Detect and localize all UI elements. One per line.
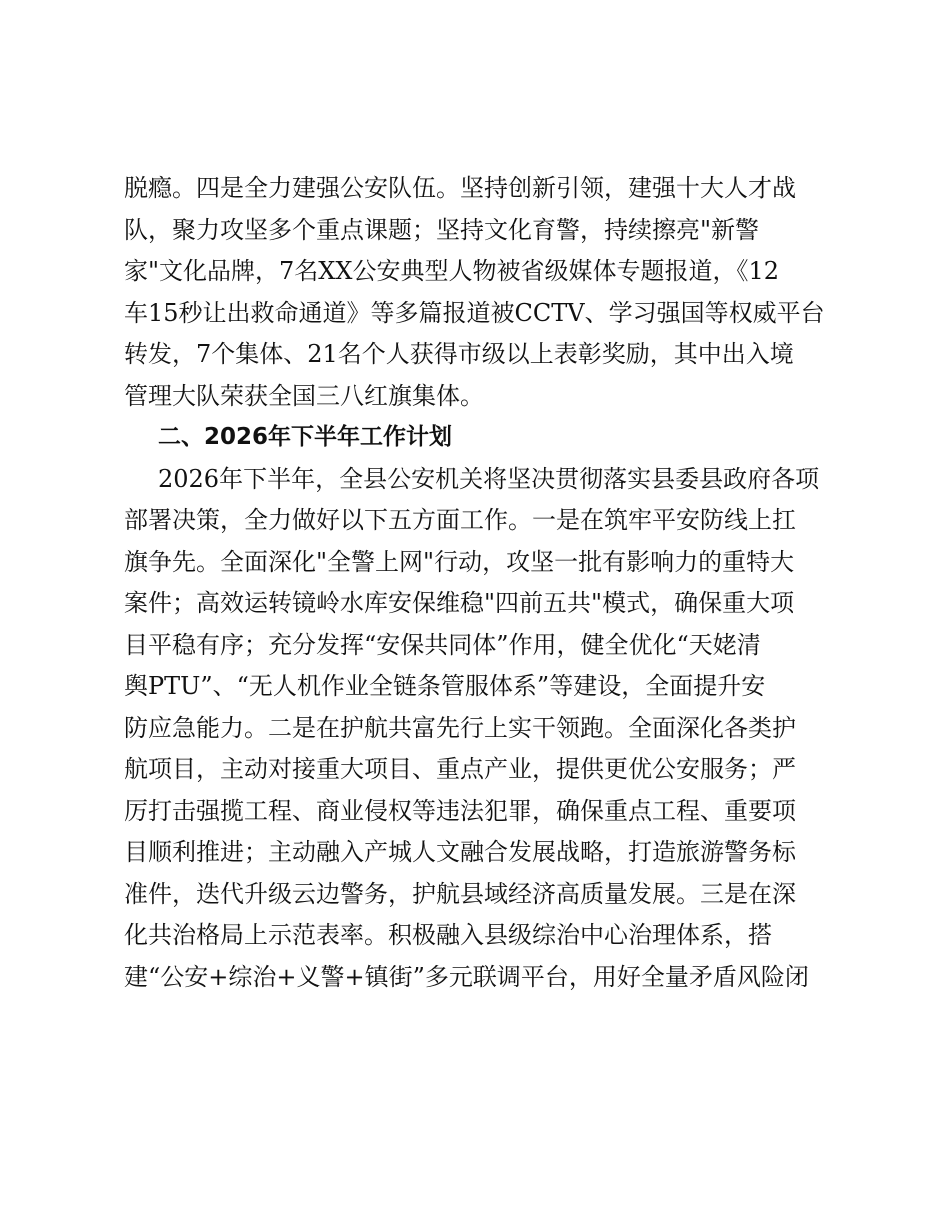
text-line: 管理大队荣获全国三八红旗集体。 (124, 381, 484, 410)
text-line: 队，聚力攻坚多个重点课题；坚持文化育警，持续擦亮"新警 (124, 215, 760, 244)
text-line: 转发，7个集体、21名个人获得市级以上表彰奖励，其中出入境 (124, 340, 794, 368)
text-line: 案件；高效运转镜岭水库安保维稳"四前五共"模式，确保重大项 (124, 589, 795, 617)
text-line: 脱瘾。四是全力建强公安队伍。坚持创新引领，建强十大人才战 (124, 174, 796, 202)
text-line: 2026年下半年，全县公安机关将坚决贯彻落实县委县政府各项 (158, 464, 820, 493)
text-line: 部署决策，全力做好以下五方面工作。一是在筑牢平安防线上扛 (124, 506, 796, 534)
text-line: 家"文化品牌，7名XX公安典型人物被省级媒体专题报道，《12 (124, 257, 780, 285)
text-line: 航项目，主动对接重大项目、重点产业，提供更优公安服务；严 (124, 755, 796, 783)
text-line: 准件，迭代升级云边警务，护航县域经济高质量发展。三是在深 (124, 879, 796, 908)
text-line: 建“公安+综治+义警+镇街”多元联调平台，用好全量矛盾风险闭 (124, 962, 809, 991)
text-line: 目顺利推进；主动融入产城人文融合发展战略，打造旅游警务标 (124, 838, 796, 866)
text-line: 目平稳有序；充分发挥“安保共同体”作用，健全优化“天姥清 (124, 630, 761, 659)
text-line: 旗争先。全面深化"全警上网"行动，攻坚一批有影响力的重特大 (124, 547, 795, 576)
text-line: 厉打击强揽工程、商业侵权等违法犯罪，确保重点工程、重要项 (124, 796, 796, 825)
text-line: 舆PTU”、“无人机作业全链条管服体系”等建设，全面提升安 (124, 672, 766, 700)
section-heading: 二、2026年下半年工作计划 (158, 424, 453, 450)
text-line: 车15秒让出救命通道》等多篇报道被CCTV、学习强国等权威平台 (124, 298, 825, 327)
document-body (124, 168, 844, 998)
text-line: 化共治格局上示范表率。积极融入县级综治中心治理体系，搭 (124, 921, 772, 949)
text-line: 防应急能力。二是在护航共富先行上实干领跑。全面深化各类护 (124, 713, 796, 742)
